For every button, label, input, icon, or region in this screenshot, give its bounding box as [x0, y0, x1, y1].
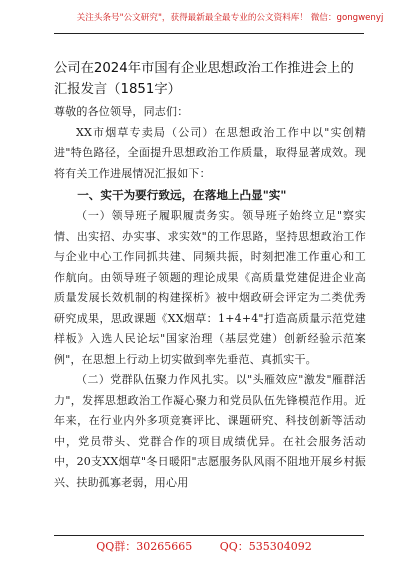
body-paragraph: （一）领导班子履职履责务实。领导班子始终立足"察实情、出实招、办实事、求实效"的工作思路，坚持思想政治工作与企业中心工作同抓共建、同频共振，时刻把准工作重心和工作航向。由领导班子领题的理论成果《高质量党建促进企业高质量发展长效机制的构建探析》被中烟政研会评定为二类优秀研究成果，思政课题《XX烟草：1+4+4"打造高质量示范党建样板》入选人民论坛"国家治理（基层党建）创新经验示范案例"，在思想上行动上切实做到率先垂范、真抓实干。 — [54, 209, 366, 366]
document-body — [54, 102, 366, 493]
footer-qq-group: QQ群：30265665 — [96, 540, 193, 553]
header-divider — [54, 33, 364, 34]
body-paragraph: （二）党群队伍聚力作风扎实。以"头雁效应"激发"雁群活力"，发挥思想政治工作凝心聚力和党员队伍先锋模范作用。近年来，在行业内外多项竞赛评比、课题研究、科技创新等活动中，党员带头、党群合作的项目成绩优异。在社会服务活动中，20支XX烟草"冬日暖阳"志愿服务队风雨不阻地开展乡村振兴、扶助孤寡老弱，用心用 — [54, 373, 366, 489]
intro-paragraph: XX市烟草专卖局（公司）在思想政治工作中以"实创精进"特色路径，全面提升思想政治工作质量，取得显著成效。现将有关工作进展情况汇报如下： — [54, 125, 366, 180]
footer-divider — [54, 535, 364, 536]
header-notice: 关注头条号"公文研究"，获得最新最全最专业的公文资料库！ 微信：gongwenyj — [76, 13, 384, 23]
page-header — [0, 0, 408, 42]
footer-contact — [0, 538, 408, 554]
salutation: 尊敬的各位领导，同志们： — [54, 105, 189, 118]
page-footer — [0, 530, 408, 554]
footer-qq: QQ：535304092 — [219, 540, 312, 553]
section-heading: 一、实干为要行致远，在落地上凸显"实" — [77, 188, 287, 202]
document-title: 公司在2024年市国有企业思想政治工作推进会上的汇报发言（1851字） — [54, 61, 354, 97]
